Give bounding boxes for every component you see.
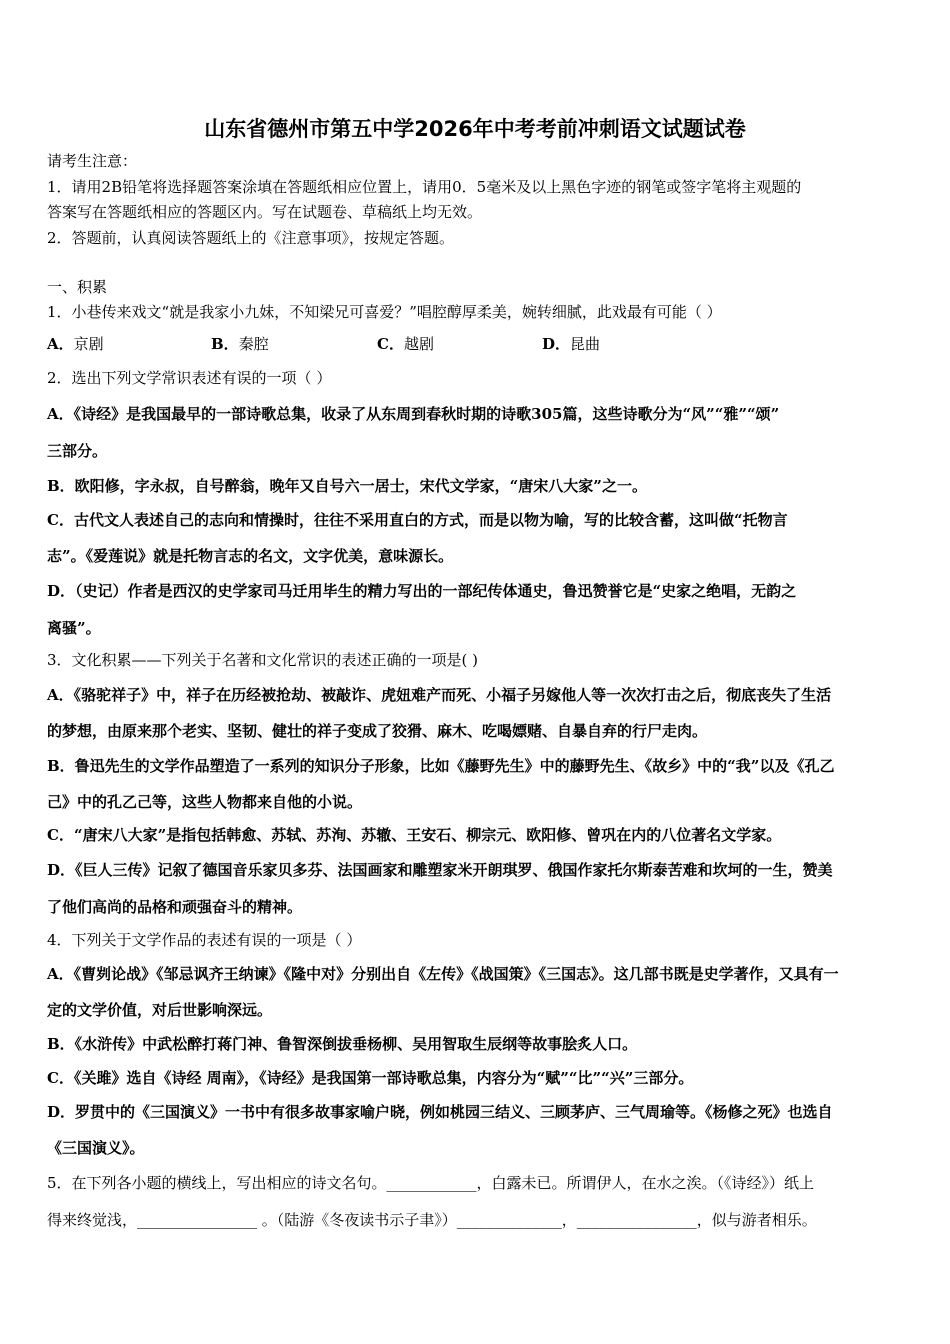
question-2-option-a-cont: 三部分。 [47,442,108,460]
question-4-stem: 4．下列关于文学作品的表述有误的一项是（ ） [47,931,362,949]
question-3-stem: 3．文化积累——下列关于名著和文化常识的表述正确的一项是( ) [47,651,479,669]
notice-item-1-cont: 答案写在答题纸相应的答题区内。写在试题卷、草稿纸上均无效。 [47,203,483,221]
question-5-line-1: 5．在下列各小题的横线上，写出相应的诗文名句。____________，白露未已。所谓伊人，在水之涘。（《诗经》）纸上 [47,1174,815,1192]
option-d: D．昆曲 [542,335,601,353]
question-2-option-d-cont: 离骚”。 [47,619,101,637]
question-3-option-d: D．《巨人三传》记叙了德国音乐家贝多芬、法国画家和雕塑家米开朗琪罗、俄国作家托尔斯泰苦难和坎坷的一生，赞美 [47,861,833,879]
question-3-option-b: B．鲁迅先生的文学作品塑造了一系列的知识分子形象，比如《藤野先生》中的藤野先生、《故乡》中的“我”以及《孔乙 [47,757,835,775]
question-4-option-a: A．《曹刿论战》《邹忌讽齐王纳谏》《隆中对》分别出自《左传》《战国策》《三国志》。这几部书既是史学著作，又具有一 [47,965,839,983]
option-c: C．越剧 [377,335,434,353]
question-2-stem: 2．选出下列文学常识表述有误的一项（ ） [47,369,332,387]
option-b: B．秦腔 [211,335,269,353]
question-4-option-d: D．罗贯中的《三国演义》一书中有很多故事家喻户晓，例如桃园三结义、三顾茅庐、三气周瑜等。《杨修之死》也选自 [47,1103,833,1121]
exam-title: 山东省德州市第五中学2026年中考考前冲刺语文试题试卷 [204,117,746,141]
question-1-stem: 1．小巷传来戏文“就是我家小九妹，不知梁兄可喜爱？”唱腔醇厚柔美，婉转细腻，此戏最有可能（ ） [47,303,722,321]
question-2-option-c-cont: 志”。《爱莲说》就是托物言志的名文，文字优美，意味源长。 [47,547,454,565]
question-4-option-a-cont: 定的文学价值，对后世影响深远。 [47,1001,273,1019]
notice-item-1: 1．请用2B铅笔将选择题答案涂填在答题纸相应位置上，请用0．5毫米及以上黑色字迹的钢笔或签字笔将主观题的 [47,178,802,196]
question-2-option-b: B．欧阳修，字永叔，自号醉翁，晚年又自号六一居士，宋代文学家，“唐宋八大家”之一。 [47,477,647,495]
option-a: A．京剧 [47,335,104,353]
question-2-option-a: A．《诗经》是我国最早的一部诗歌总集，收录了从东周到春秋时期的诗歌305篇，这些诗歌分为“风”“雅”“颂” [47,405,780,423]
question-5-line-2: 得来终觉浅，________________ 。（陆游《冬夜读书示子聿》）______________，________________，似与游者相乐。 [47,1211,817,1229]
question-2-option-d: D．（史记）作者是西汉的史学家司马迁用毕生的精力写出的一部纪传体通史，鲁迅赞誉它是“史家之绝唱，无韵之 [47,582,797,600]
question-3-option-d-cont: 了他们高尚的品格和顽强奋斗的精神。 [47,898,303,916]
question-3-option-a-cont: 的梦想，由原来那个老实、坚韧、健壮的祥子变成了狡猾、麻木、吃喝嫖赌、自暴自弃的行尸走肉。 [47,722,708,740]
question-4-option-c: C．《关雎》选自《诗经 周南》，《诗经》是我国第一部诗歌总集，内容分为“赋”“比”“兴”三部分。 [47,1069,694,1087]
question-3-option-a: A．《骆驼祥子》中，祥子在历经被抢劫、被敲诈、虎妞难产而死、小福子另嫁他人等一次次打击之后，彻底丧失了生活 [47,686,832,704]
question-3-option-b-cont: 己》中的孔乙己等，这些人物都来自他的小说。 [47,793,363,811]
question-4-option-d-cont: 《三国演义》。 [47,1139,145,1157]
question-3-option-c: C．“唐宋八大家”是指包括韩愈、苏轼、苏洵、苏辙、王安石、柳宗元、欧阳修、曾巩在内的八位著名文学家。 [47,826,782,844]
notice-heading: 请考生注意： [47,152,138,170]
question-2-option-c: C．古代文人表述自己的志向和情操时，往往不采用直白的方式，而是以物为喻，写的比较含蓄，这叫做“托物言 [47,511,788,529]
notice-item-2: 2．答题前，认真阅读答题纸上的《注意事项》，按规定答题。 [47,229,455,247]
question-4-option-b: B．《水浒传》中武松醉打蒋门神、鲁智深倒拔垂杨柳、吴用智取生辰纲等故事脍炙人口。 [47,1035,638,1053]
section-heading: 一、积累 [47,278,108,296]
